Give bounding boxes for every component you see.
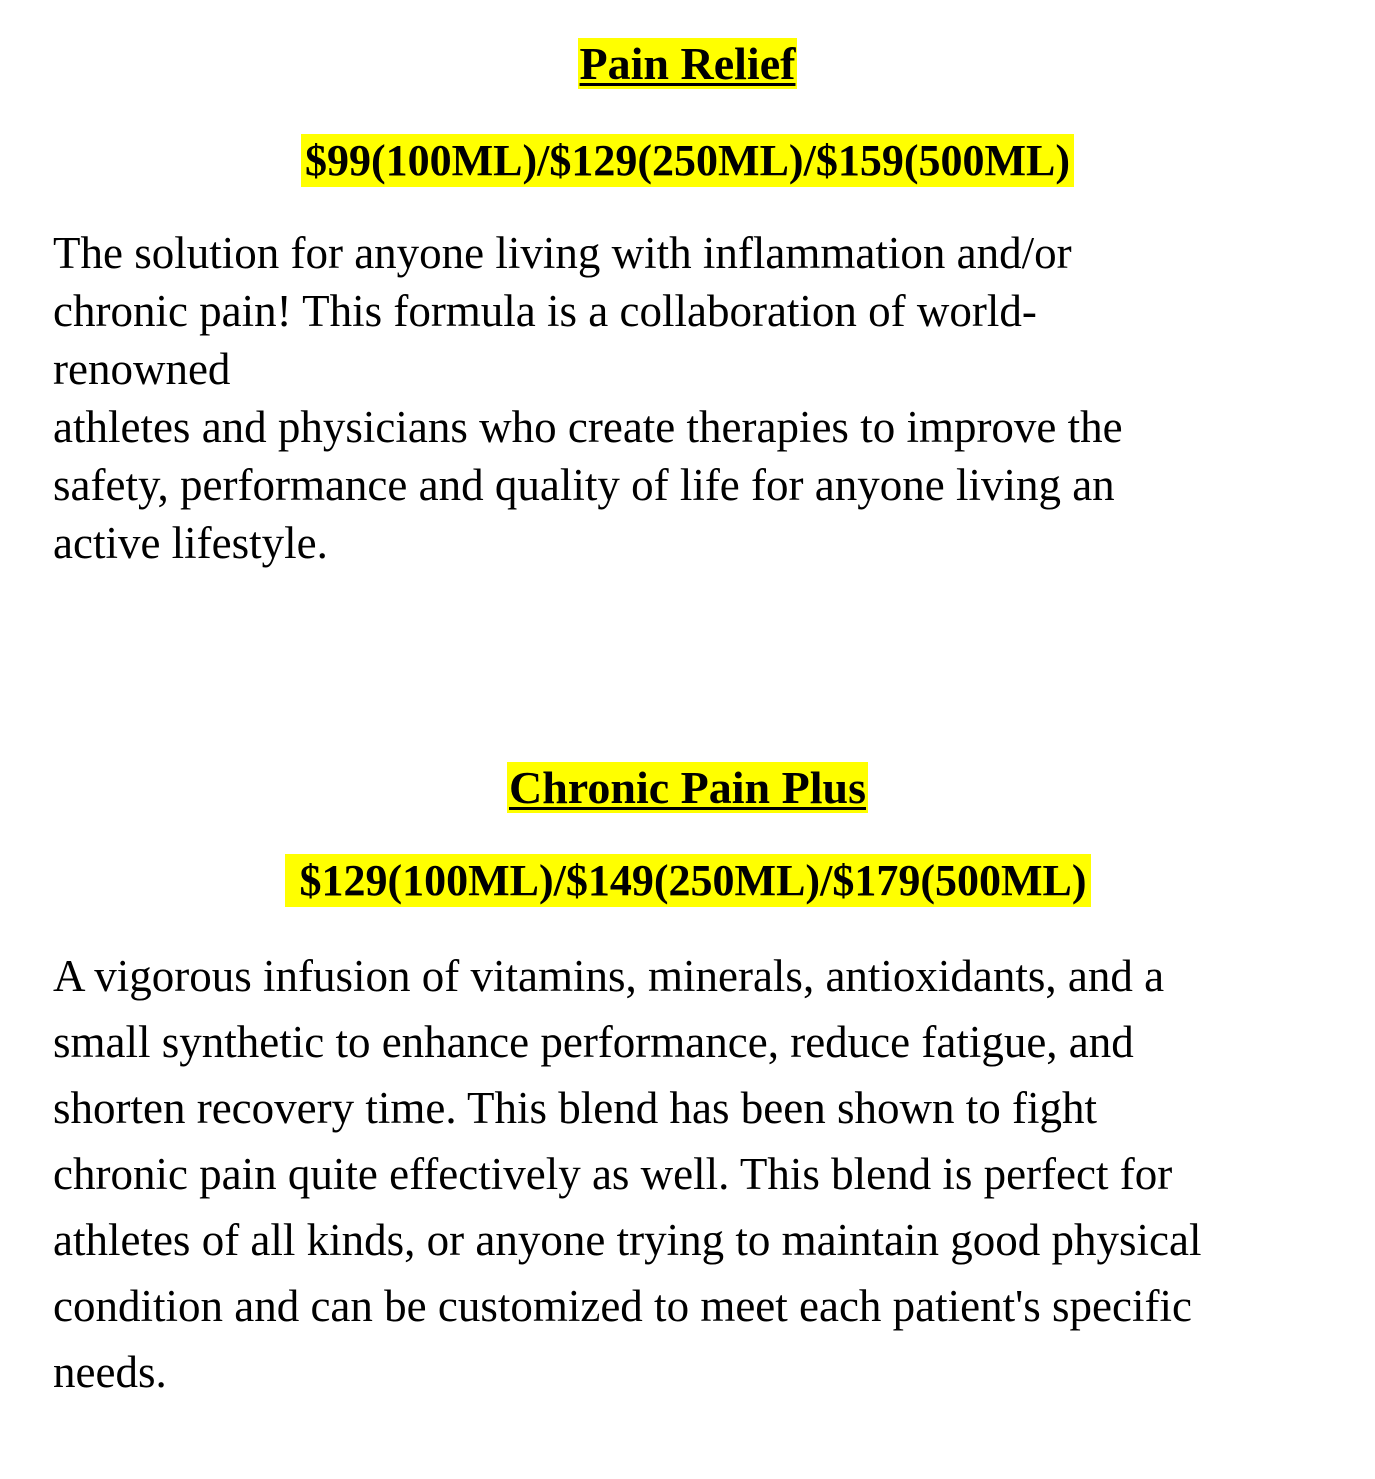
- description-line: chronic pain! This formula is a collaboration of world-: [53, 286, 1037, 336]
- product-price: [0, 133, 1375, 189]
- description-line: chronic pain quite effectively as well. This blend is perfect for: [53, 1149, 1173, 1199]
- description-line: The solution for anyone living with inflammation and/or: [53, 228, 1072, 278]
- product-title: [0, 36, 1375, 92]
- description-line: renowned: [53, 344, 231, 394]
- description-line: safety, performance and quality of life for anyone living an: [53, 460, 1115, 510]
- description-line: shorten recovery time. This blend has been shown to fight: [53, 1083, 1097, 1133]
- description-line: athletes of all kinds, or anyone trying to maintain good physical: [53, 1215, 1202, 1265]
- description-line: athletes and physicians who create therapies to improve the: [53, 402, 1123, 452]
- product-description: [53, 943, 1353, 1405]
- product-title: [0, 760, 1375, 816]
- product-title-text: Chronic Pain Plus: [509, 762, 866, 813]
- product-title-text: Pain Relief: [579, 38, 796, 89]
- description-line: condition and can be customized to meet each patient's specific: [53, 1281, 1192, 1331]
- product-price-text: $99(100ML)/$129(250ML)/$159(500ML): [301, 134, 1074, 187]
- description-line: small synthetic to enhance performance, reduce fatigue, and: [53, 1017, 1134, 1067]
- description-line: needs.: [53, 1347, 167, 1397]
- product-price-text: $129(100ML)/$149(250ML)/$179(500ML): [285, 854, 1091, 907]
- product-price: [0, 853, 1375, 909]
- description-line: active lifestyle.: [53, 518, 328, 568]
- description-line: A vigorous infusion of vitamins, minerals, antioxidants, and a: [53, 951, 1165, 1001]
- product-description: [53, 224, 1353, 572]
